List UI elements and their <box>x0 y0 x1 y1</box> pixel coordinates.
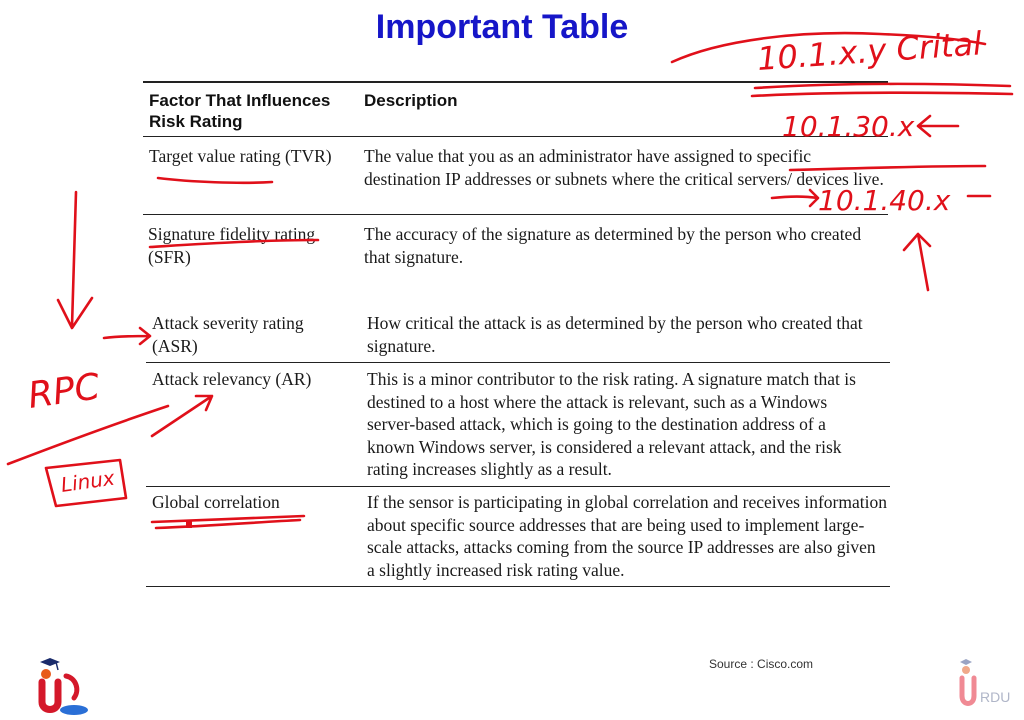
row-rule-3 <box>146 486 890 487</box>
ink-box <box>46 460 126 506</box>
ink-arrow <box>772 190 818 206</box>
table-row-description: The value that you as an administrator have assigned to specific destination IP addresses or subnets where the critical servers/ devices live. <box>364 146 884 189</box>
table-top-rule <box>143 81 888 83</box>
ink-arrow <box>58 192 92 328</box>
column-header-factor: Factor That Influences Risk Rating <box>149 91 331 131</box>
ink-arrow <box>104 328 150 344</box>
ink-arrow <box>918 116 958 136</box>
header-rule <box>143 136 888 137</box>
ink-underline <box>152 516 304 522</box>
ink-note-ip-2: 10.1.40.x <box>818 184 951 217</box>
table-row-factor: Attack severity rating (ASR) <box>152 313 304 356</box>
ink-note-top-right: 10.1.x.y Crital <box>755 24 984 78</box>
svg-text:RDU: RDU <box>980 689 1011 705</box>
ink-arrow <box>904 234 930 290</box>
ink-line <box>8 406 168 464</box>
brand-logo-icon <box>28 656 94 718</box>
ink-note-rpc: RPC <box>25 366 103 417</box>
ink-underline <box>158 178 272 183</box>
ink-note-ip-1: 10.1.30.x <box>782 110 915 143</box>
source-credit: Source : Cisco.com <box>709 657 814 671</box>
ink-dot <box>186 520 192 528</box>
page-title: Important Table <box>375 8 629 46</box>
table-row-factor: Target value rating (TVR) <box>149 146 332 166</box>
table-row-description: This is a minor contributor to the risk rating. A signature match that is destined to a host where the attack is relevant, such as a Windows server-based attack, which is going to the destination address of a known Windows server, is considered a relevant attack, and the risk rating increases slightly as a result. <box>367 369 856 479</box>
table-row-factor: Attack relevancy (AR) <box>152 369 312 389</box>
ink-arrow <box>152 396 212 436</box>
ink-note-box: Linux <box>59 465 117 497</box>
row-rule-2 <box>146 362 890 363</box>
ink-underline <box>752 93 1012 96</box>
table-row-description: The accuracy of the signature as determined by the person who created that signature. <box>364 224 862 267</box>
table-row-factor: Global correlation <box>152 492 280 512</box>
table-row-description: How critical the attack is as determined by the person who created that signature. <box>367 313 863 356</box>
row-rule-1 <box>143 214 888 215</box>
watermark-logo-icon <box>954 656 1020 718</box>
table-bottom-rule <box>146 586 890 587</box>
table-row-factor: Signature fidelity rating (SFR) <box>148 224 316 267</box>
ink-underline <box>755 84 1010 88</box>
ink-underline <box>156 520 300 528</box>
column-header-description: Description <box>364 91 458 110</box>
table-row-description: If the sensor is participating in global correlation and receives information about specific source addresses that are being used to implement large-scale attacks, attacks coming from the source IP addresses are also given a slightly increased risk rating value. <box>367 492 887 580</box>
